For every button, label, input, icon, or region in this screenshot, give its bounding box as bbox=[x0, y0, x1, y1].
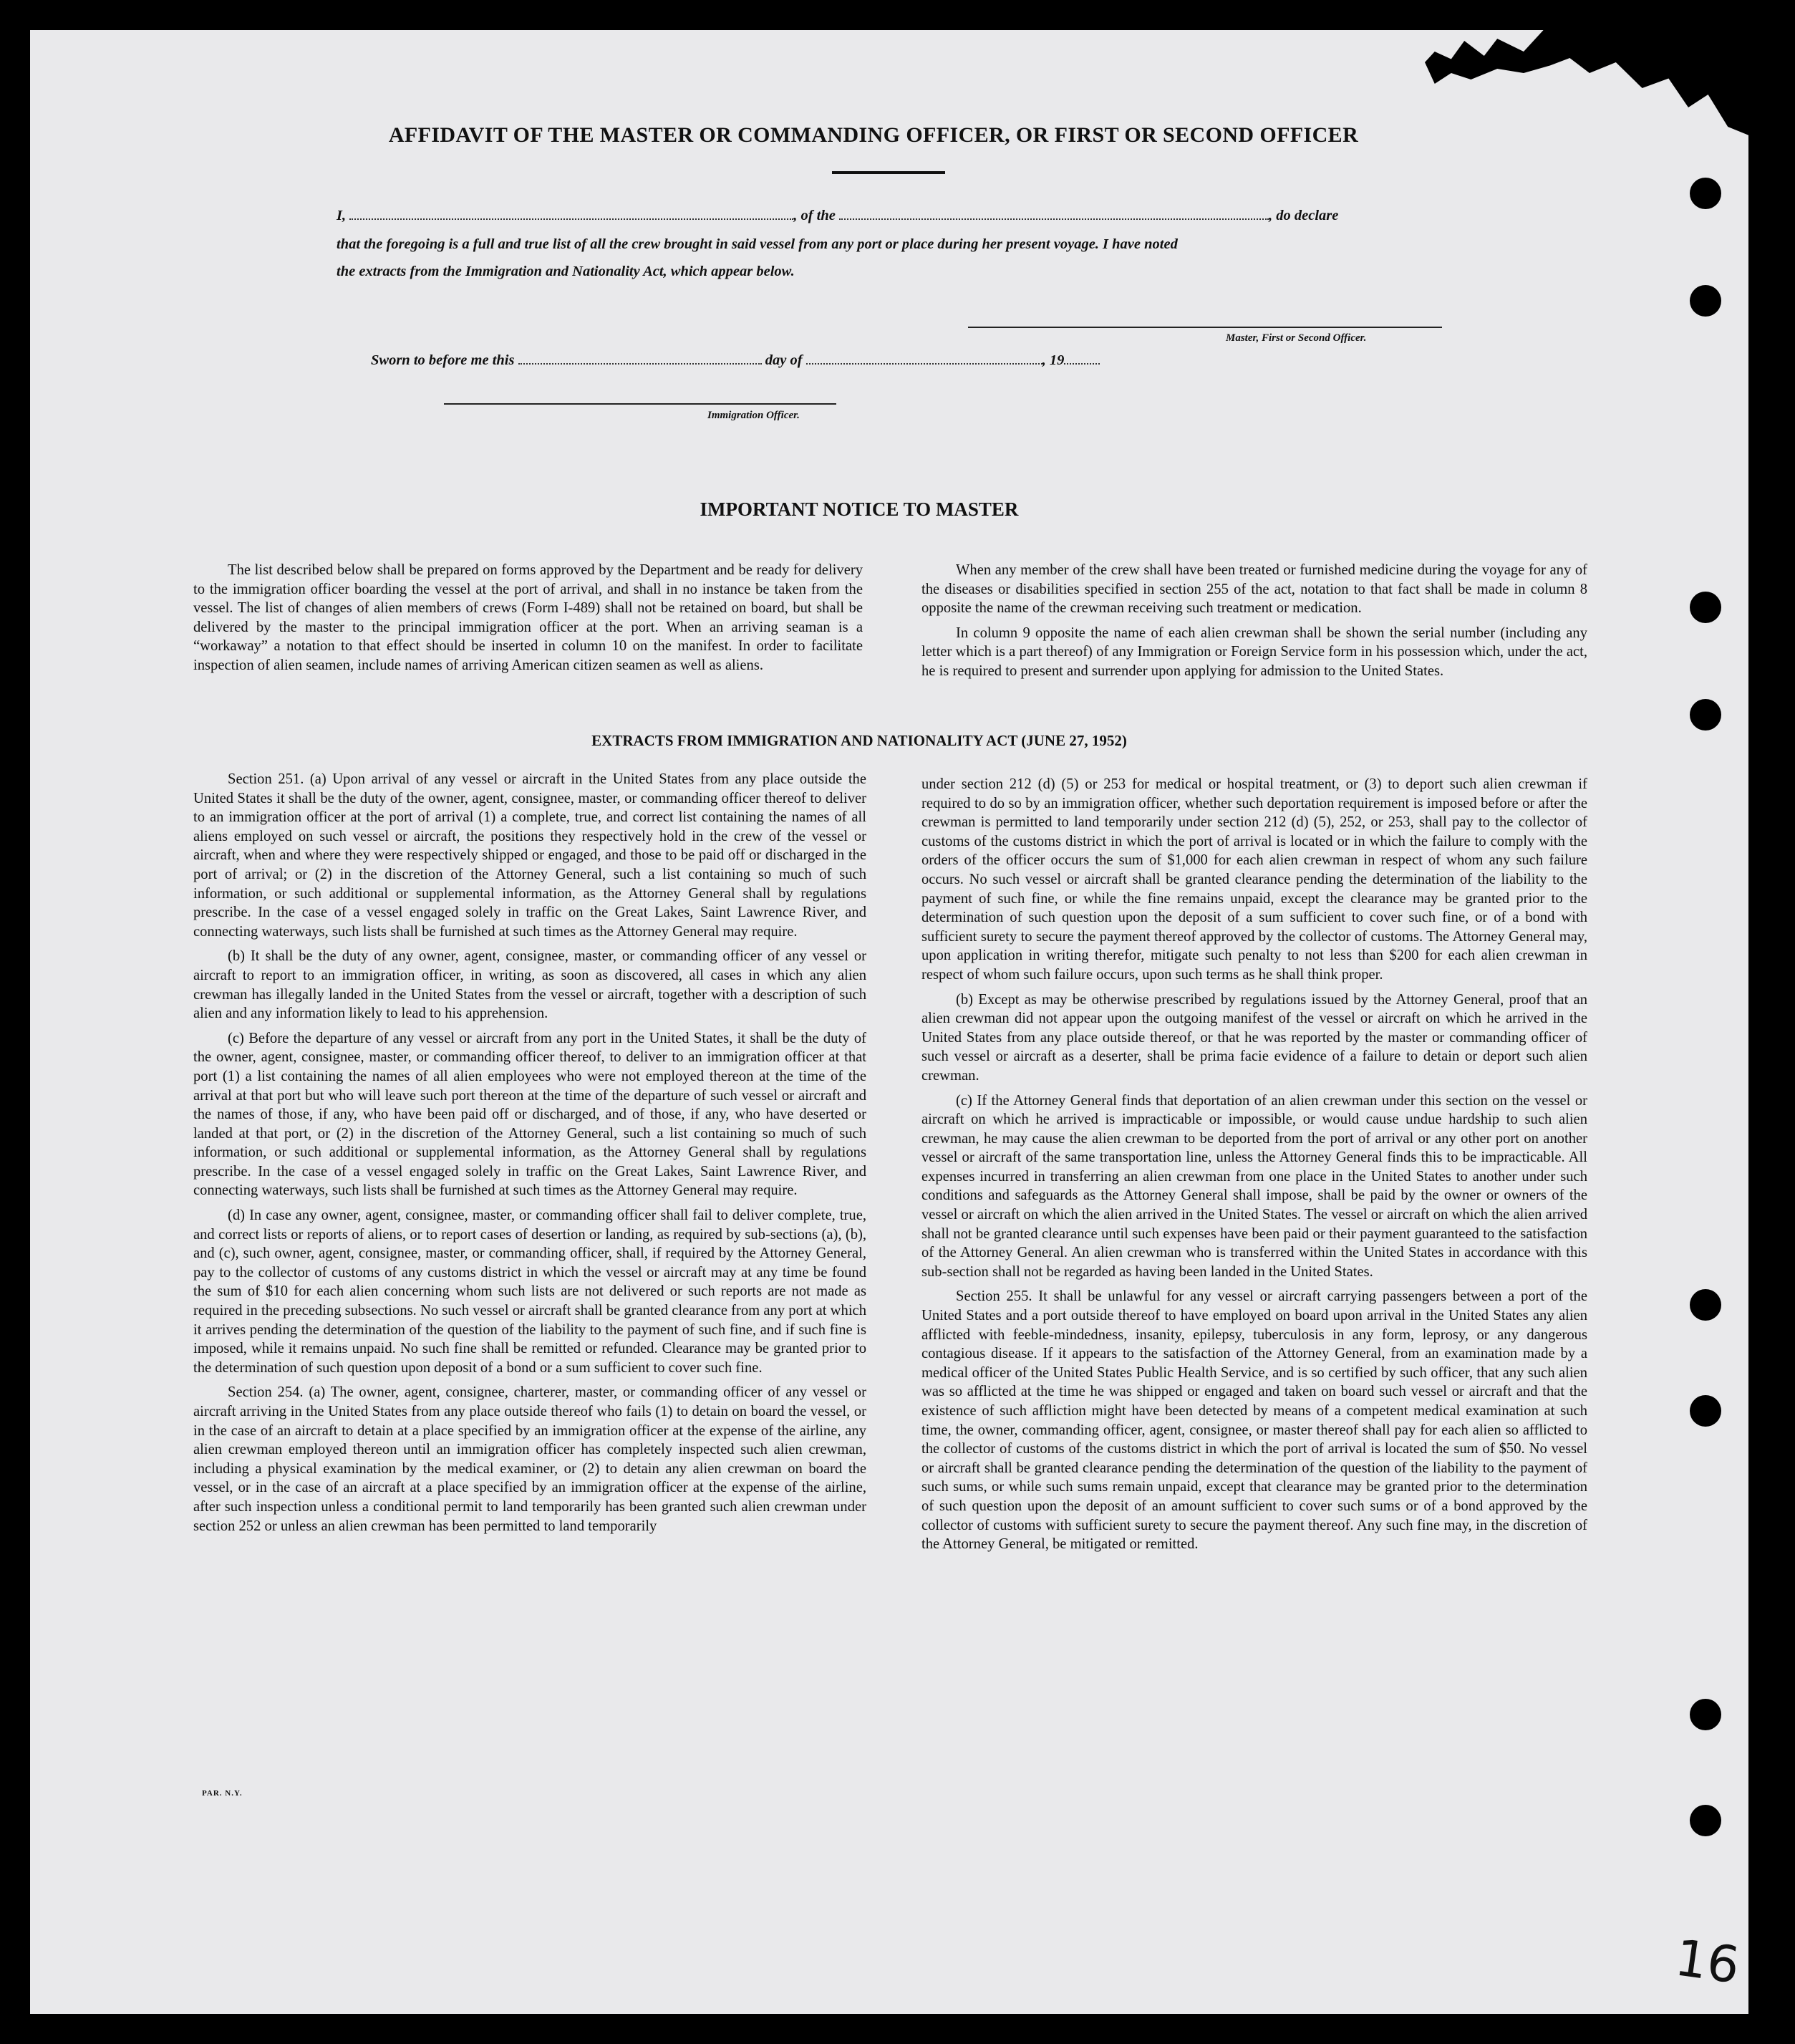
title-rule bbox=[832, 171, 945, 174]
immigration-officer-label: Immigration Officer. bbox=[707, 410, 800, 421]
section-251-c: (c) Before the departure of any vessel or aircraft from any port in the United States, it shall be the duty of the owner, agent, consignee, master, or commanding officer thereof, to deliver to an immigration officer at that port (1) a list containing the names of all alien employees who were not employed thereon at the time of the arrival at that port but who will leave such port thereon at the time of the departure of such vessel or aircraft and the names of those, if any, who have been paid off or discharged, and of those, if any, who have deserted or landed at that port, or (2) in the discretion of the Attorney General, such a list containing so much of such information, or such additional or supplemental information, as the Attorney General shall by regulations prescribe. In the case of a vessel engaged solely in traffic on the Great Lakes, Saint Lawrence River, and connecting waterways, such lists shall be furnished at such times as the Attorney General may require. bbox=[193, 1030, 866, 1199]
section-251-d: (d) In case any owner, agent, consignee, master, or commanding officer shall fail to deliver complete, true, and correct lists or reports of aliens, or to report cases of desertion or landing, as required by sub-sections (a), (b), and (c), such owner, agent, consignee, master, or commanding officer, shall, if required by the Attorney General, pay to the collector of customs of any customs district in which the vessel or aircraft may at any time be found the sum of $10 for each alien concerning whom such lists are not delivered or such reports are not made as required in the preceding subsections. No such vessel or aircraft shall be granted clearance from any port at which it arrives pending the determination of the question of the liability to the payment of such fine, and if such fine is imposed, while it remains unpaid. No such fine shall be remitted or refunded. Clearance may be granted prior to the determination of such question upon deposit of a bond or a sum sufficient to cover such fine. bbox=[193, 1207, 866, 1376]
master-signature-label: Master, First or Second Officer. bbox=[1226, 332, 1367, 344]
declarant-label: I, bbox=[337, 208, 347, 223]
declarant-name-field[interactable] bbox=[349, 218, 793, 220]
notice-paragraph: In column 9 opposite the name of each alien crewman shall be shown the serial number (including any letter which is a part thereof) of any Immigration or Foreign Service form in his possession which, under the act, he is required to present and surrender upon applying for admission to the United States. bbox=[921, 625, 1587, 679]
binder-hole bbox=[1690, 592, 1721, 623]
sworn-year-field[interactable] bbox=[1064, 363, 1100, 365]
day-of-label: day of bbox=[765, 352, 803, 368]
extracts-left-column bbox=[193, 770, 866, 1541]
section-254-a-continued: under section 212 (d) (5) or 253 for medical or hospital treatment, or (3) to deport such alien crewman if required to do so by an immigration officer, whether such deportation requirement is imposed before or after the crewman is permitted to land temporarily under section 212 (d) (5), 252, or 253, shall pay to the collector of customs of the customs district in which the port of arrival is located or in which the failure to comply with the orders of the officer occurs the sum of $1,000 for each alien crewman in respect of whom any such failure occurs. No such vessel or aircraft shall be granted clearance pending the determination of the liability to the payment of such fine, or while the fine remains unpaid, except the clearance may be granted prior to the determination of such question upon the deposit of a sum sufficient to cover such fine, or of a bond with sufficient surety to secure the payment thereof approved by the collector of customs. The Attorney General may, upon application in writing therefor, mitigate such penalty to not less than $200 for each alien crewman in respect of whom such failure occurs, upon such terms as he shall think proper. bbox=[921, 776, 1587, 983]
section-254-a: Section 254. (a) The owner, agent, consignee, charterer, master, or commanding officer of any vessel or aircraft arriving in the United States from any place outside thereof who fails (1) to detain on board the vessel, or in the case of an aircraft to detain at a place specified by an immigration officer at the expense of the airline, any alien crewman employed thereon until an immigration officer has completely inspected such alien crewman, including a physical examination by the medical examiner, or (2) to detain any alien crewman on board the vessel, or in the case of an aircraft at a place specified by an immigration officer at the expense of the airline, after such inspection unless a conditional permit to land temporarily has been granted such alien crewman under section 252 or unless an alien crewman has been permitted to land temporarily bbox=[193, 1384, 866, 1534]
sworn-line bbox=[371, 352, 1100, 369]
binder-hole bbox=[1690, 178, 1721, 209]
sworn-day-field[interactable] bbox=[518, 363, 762, 365]
do-declare-label: , do declare bbox=[1269, 208, 1339, 223]
handwritten-page-number: 16 bbox=[1671, 1928, 1743, 1995]
section-255: Section 255. It shall be unlawful for any vessel or aircraft carrying passengers between a port of the United States and a port outside thereof to have employed on board upon arrival in the United States any alien afflicted with feeble-mindedness, insanity, epilepsy, tuberculosis in any form, leprosy, or any dangerous contagious disease. If it appears to the satisfaction of the Attorney General, from an examination made by a medical officer of the United States Public Health Service, and is so certified by such officer, that any such alien was so afflicted at the time he was shipped or engaged and taken on board such vessel or aircraft and that the existence of such affliction might have been detected by means of a competent medical examination at such time, the owner, commanding officer, agent, consignee, or master thereof shall pay for each alien so afflicted to the collector of customs of the customs district in which the port of arrival is located the sum of $50. No vessel or aircraft shall be granted clearance pending the determination of the question of the liability to the payment of such sums, or while such sums remain unpaid, except that clearance may be granted prior to the determination of such question upon the deposit of an amount sufficient to cover such sums or of a bond approved by the collector of customs with sufficient surety to secure the payment thereof. Any such fine may, in the discretion of the Attorney General, be mitigated or remitted. bbox=[921, 1288, 1587, 1553]
printer-mark: PAR. N.Y. bbox=[202, 1789, 243, 1798]
notice-right-column bbox=[921, 561, 1587, 687]
affidavit-statement-line-2: that the foregoing is a full and true list of all the crew brought in said vessel from any port or place during her present voyage. I have noted bbox=[337, 236, 1178, 252]
binder-hole bbox=[1690, 1699, 1721, 1730]
extracts-right-column bbox=[921, 775, 1587, 1560]
sworn-month-field[interactable] bbox=[806, 363, 1042, 365]
binder-hole bbox=[1690, 1805, 1721, 1836]
affidavit-title: AFFIDAVIT OF THE MASTER OR COMMANDING OFFICER, OR FIRST OR SECOND OFFICER bbox=[388, 123, 1359, 147]
sworn-label: Sworn to before me this bbox=[371, 352, 515, 368]
master-signature-line[interactable] bbox=[968, 327, 1442, 328]
section-254-b: (b) Except as may be otherwise prescribed by regulations issued by the Attorney General, proof that an alien crewman did not appear upon the outgoing manifest of the vessel or aircraft on which he arrived in the United States from any place outside thereof, or that he was reported by the master or commanding officer of such vessel or aircraft as a deserter, shall be prima facie evidence of a failure to detain or deport such alien crewman. bbox=[921, 991, 1587, 1084]
section-254-c: (c) If the Attorney General finds that deportation of an alien crewman under this section on the vessel or aircraft on which he arrived is impracticable or impossible, or would cause undue hardship to such alien crewman, he may cause the alien crewman to be deported from the port of arrival or any other port on another vessel or aircraft of the same transportation line, unless the Attorney General finds this to be impracticable. All expenses incurred in transferring an alien crewman from one place in the United States to another under such conditions and safeguards as the Attorney General shall impose, shall be paid by the owner or owners of the vessel or aircraft on which the alien arrived in the United States. The vessel or aircraft on which the alien arrived shall not be granted clearance until such expenses have been paid or their payment guaranteed to the satisfaction of the Attorney General. An alien crewman who is transferred within the United States in accordance with this sub-section shall not be regarded as having been landed in the United States. bbox=[921, 1092, 1587, 1280]
binder-hole bbox=[1690, 285, 1721, 317]
notice-paragraph: When any member of the crew shall have been treated or furnished medicine during the voyage for any of the diseases or disabilities specified in section 255 of the act, notation to that fact shall be made in column 8 opposite the name of the crewman receiving such treatment or medication. bbox=[921, 562, 1587, 617]
section-251-a: Section 251. (a) Upon arrival of any vessel or aircraft in the United States from any place outside the United States it shall be the duty of the owner, agent, consignee, master, or commanding officer thereof to deliver to an immigration officer at the port of arrival (1) a complete, true, and correct list containing the names of all aliens employed on such vessel or aircraft, the positions they respectively hold in the crew of the vessel or aircraft, when and where they were respectively shipped or engaged, and those to be paid off or discharged in the port of arrival; or (2) in the discretion of the Attorney General, such a list containing so much of such information, or such additional or supplemental information, as the Attorney General shall by regulations prescribe. In the case of a vessel engaged solely in traffic on the Great Lakes, Saint Lawrence River, and connecting waterways, such lists shall be furnished at such times as the Attorney General may require. bbox=[193, 771, 866, 940]
of-the-label: , of the bbox=[793, 208, 836, 223]
vessel-name-field[interactable] bbox=[839, 218, 1269, 220]
extracts-heading: EXTRACTS FROM IMMIGRATION AND NATIONALITY ACT (JUNE 27, 1952) bbox=[591, 732, 1127, 749]
notice-left-column bbox=[193, 561, 863, 681]
binder-hole bbox=[1690, 1395, 1721, 1427]
notice-paragraph: The list described below shall be prepared on forms approved by the Department and be ready for delivery to the immigration officer boarding the vessel at the port of arrival, and shall in no instance be taken from the vessel. The list of changes of alien members of crews (Form I-489) shall not be retained on board, but shall be delivered by the master to the principal immigration officer at the port. When an arriving seaman is a “workaway” a notation to that effect should be inserted in column 10 on the manifest. In order to facilitate inspection of alien seamen, include names of arriving American citizen seamen as well as aliens. bbox=[193, 562, 863, 673]
section-251-b: (b) It shall be the duty of any owner, agent, consignee, master, or commanding officer of any vessel or aircraft to report to an immigration officer, in writing, as soon as discovered, all cases in which any alien crewman has illegally landed in the United States from the vessel or aircraft, together with a description of such alien and any information likely to lead to his apprehension. bbox=[193, 948, 866, 1022]
affidavit-declaration-line bbox=[337, 208, 1338, 224]
year-label: , 19 bbox=[1042, 352, 1065, 368]
binder-hole bbox=[1690, 699, 1721, 731]
binder-hole bbox=[1690, 1289, 1721, 1321]
notice-heading: IMPORTANT NOTICE TO MASTER bbox=[700, 498, 1019, 520]
affidavit-statement-line-3: the extracts from the Immigration and Nationality Act, which appear below. bbox=[337, 264, 795, 279]
immigration-officer-signature-line[interactable] bbox=[444, 403, 836, 405]
